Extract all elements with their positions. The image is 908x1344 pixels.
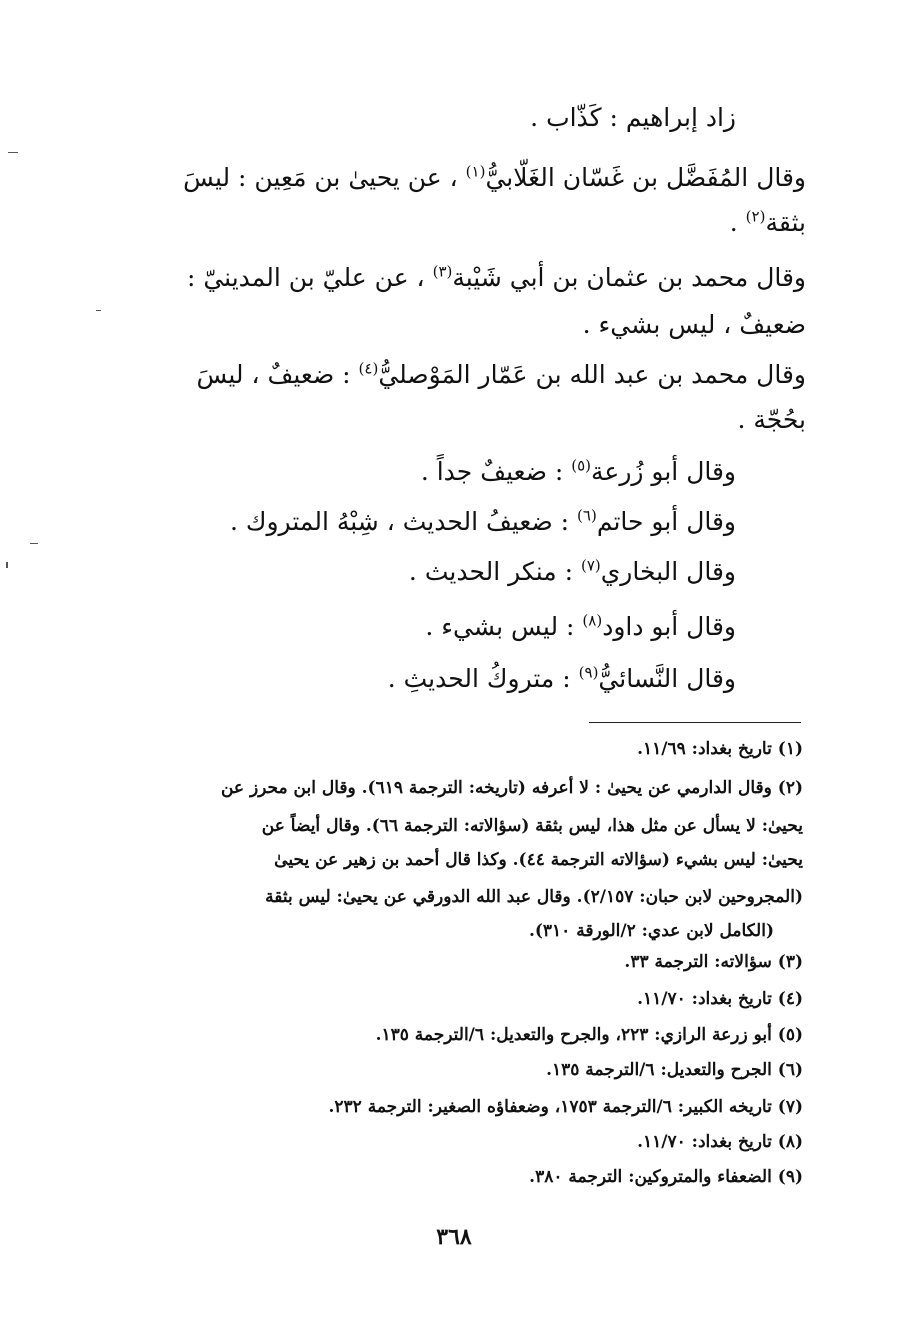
footnote-5: (٥) أبو زرعة الرازي: ٢٢٣، والجرح والتعديل: ٦/الترجمة ١٣٥. [375,1025,803,1045]
main-paragraph-6 [230,502,736,542]
main-paragraph-5 [421,452,736,492]
text: ضعيفٌ ، ليس بشيء . [582,310,806,339]
text: زاد إبراهيم : كَذّاب . [530,103,736,132]
text: وقال أبو داود [602,612,736,641]
text: : ضعيفٌ جداً . [420,457,572,486]
text: : ضعيفُ الحديث ، شِبْهُ المتروك . [229,507,578,536]
scan-speck [30,543,38,544]
text: بحُجّة . [737,405,806,434]
main-paragraph-4-line-1 [197,355,807,395]
text: : ليس بشيء . [425,612,583,641]
text: وقال البخاري [600,557,736,586]
footnote-7: (٧) تاريخه الكبير: ٦/الترجمة ١٧٥٣، وضعفاؤه الصغير: الترجمة ٢٣٢. [328,1097,803,1117]
main-paragraph-2-line-1 [183,158,806,198]
footnote-ref-9[interactable]: (٩) [578,663,599,682]
footnote-ref-7[interactable]: (٧) [580,556,601,575]
footnote-ref-6[interactable]: (٦) [577,506,597,525]
footnote-ref-4[interactable]: (٤) [358,359,379,378]
footnote-6: (٦) الجرح والتعديل: ٦/الترجمة ١٣٥. [546,1060,803,1080]
text: وقال النَّسائيُّ [598,664,736,693]
main-paragraph-2-line-2 [730,203,806,243]
footnote-ref-1[interactable]: (١) [465,162,486,181]
scan-speck [8,152,18,153]
main-paragraph-3-line-2 [583,305,806,345]
footnote-ref-8[interactable]: (٨) [582,611,603,630]
main-paragraph-7 [409,552,736,592]
footnote-ref-2[interactable]: (٢) [745,207,766,226]
footnote-ref-5[interactable]: (٥) [571,456,592,475]
scan-speck [96,310,101,311]
text: وقال أبو حاتم [596,507,736,536]
footnote-separator [589,722,801,723]
page-number: ٣٦٨ [436,1224,472,1250]
text: وقال محمد بن عثمان بن أبي شَيْبة [452,263,806,292]
text: وقال محمد بن عبد الله بن عَمّار المَوْصليُّ [378,360,806,389]
main-paragraph-3-line-1 [187,258,806,298]
text: : ضعيفٌ ، ليسَ [196,360,359,389]
scan-speck [6,562,8,568]
footnote-1: (١) تاريخ بغداد: ١١/٦٩. [637,739,803,759]
footnote-4: (٤) تاريخ بغداد: ١١/٧٠. [637,989,803,1009]
text: : منكر الحديث . [408,557,581,586]
footnote-2-line-2: يحيىٰ: لا يسأل عن مثل هذا، ليس بثقة (سؤالاته: الترجمة ٦٦). وقال أيضاً عن [261,816,803,836]
main-paragraph-8 [425,607,736,647]
text: : متروكُ الحديثِ . [387,664,579,693]
footnote-3: (٣) سؤالاته: الترجمة ٣٣. [624,952,803,972]
footnote-2-line-4: (المجروحين لابن حبان: ٢/١٥٧). وقال عبد الله الدورقي عن يحيىٰ: ليس بثقة [265,887,803,907]
main-paragraph-9 [388,659,736,699]
footnote-ref-3[interactable]: (٣) [432,262,453,281]
footnote-9: (٩) الضعفاء والمتروكين: الترجمة ٣٨٠. [529,1167,803,1187]
footnote-8: (٨) تاريخ بغداد: ١١/٧٠. [637,1132,803,1152]
main-line-1 [530,98,736,138]
text: وقال أبو زُرعة [591,457,736,486]
text: . [729,208,746,237]
footnote-2-line-3: يحيىٰ: ليس بشيء (سؤالاته الترجمة ٤٤). وكذا قال أحمد بن زهير عن يحيىٰ [274,850,803,870]
text: بثقة [765,208,806,237]
footnote-2-line-1: (٢) وقال الدارمي عن يحيىٰ : لا أعرفه (تاريخه: الترجمة ٦١٩). وقال ابن محرز عن [220,778,803,798]
main-paragraph-4-line-2 [737,400,806,440]
text: وقال المُفَضَّل بن غَسّان الغَلّابيُّ [485,163,806,192]
text: ، عن عليّ بن المدينيّ : [186,263,433,292]
text: ، عن يحيىٰ بن مَعِين : ليسَ [183,163,466,192]
footnote-2-line-5: (الكامل لابن عدي: ٢/الورقة ٣١٠). [528,921,774,941]
